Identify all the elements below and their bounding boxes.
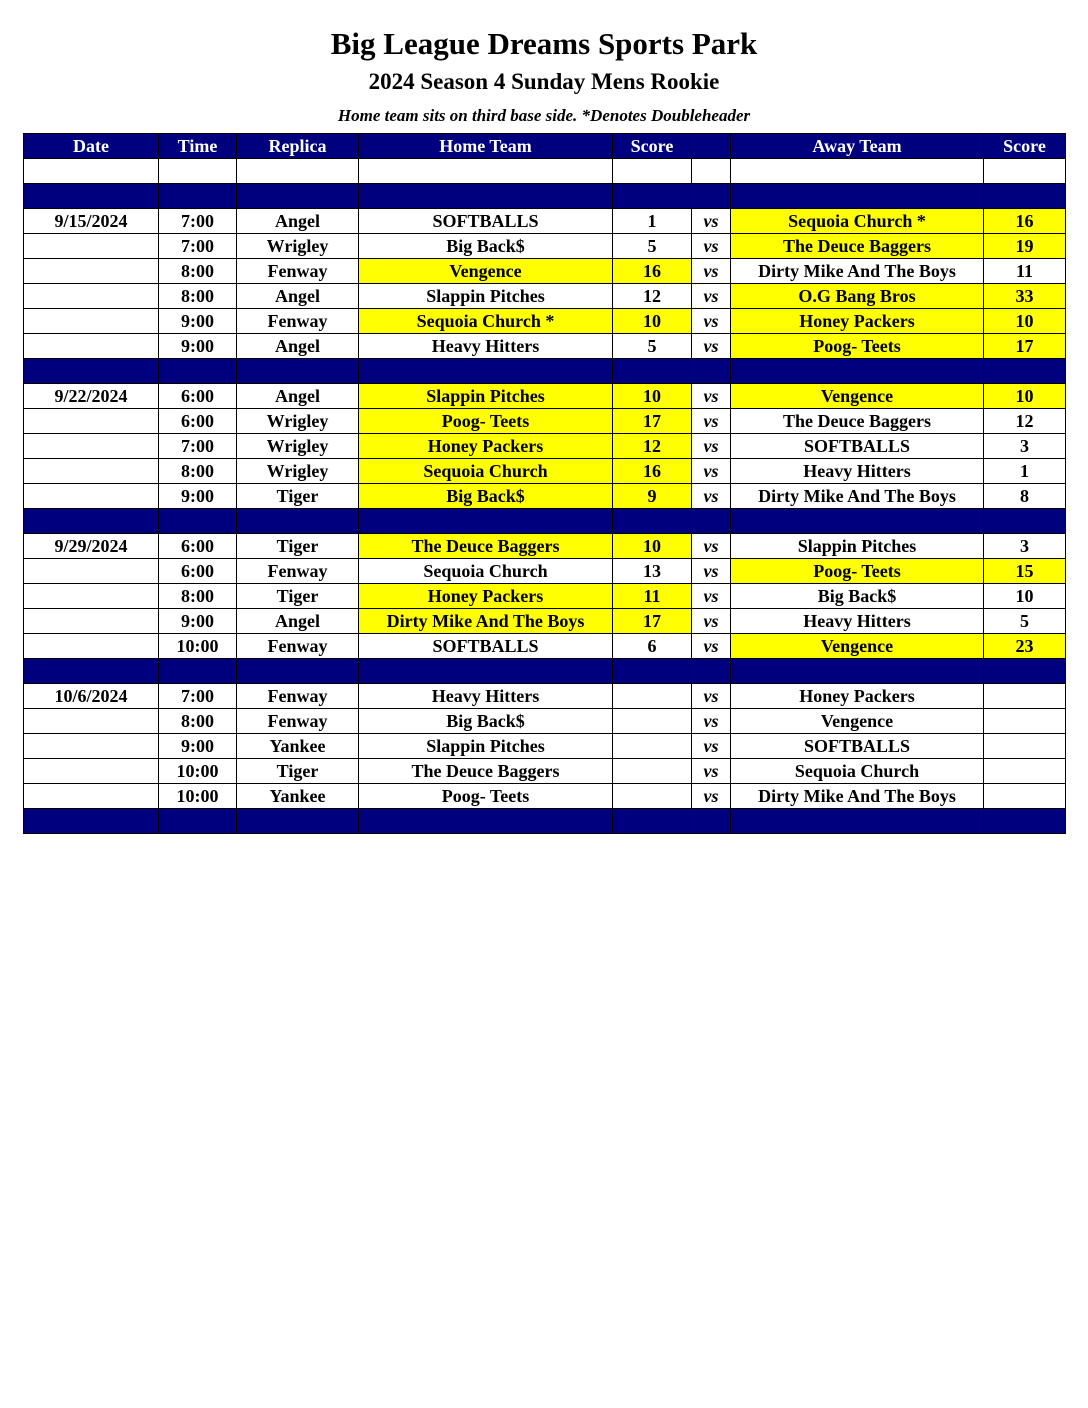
cell-away-team: Dirty Mike And The Boys (731, 484, 984, 509)
cell-time (159, 509, 237, 534)
cell-home-team: Honey Packers (359, 434, 613, 459)
cell-replica: Yankee (237, 784, 359, 809)
cell-away-score: 33 (984, 284, 1066, 309)
cell-away-score: 19 (984, 234, 1066, 259)
cell-time: 8:00 (159, 459, 237, 484)
cell-away-score: 10 (984, 584, 1066, 609)
cell-away-team: The Deuce Baggers (731, 234, 984, 259)
cell-home-score: 10 (613, 309, 692, 334)
cell-time: 10:00 (159, 759, 237, 784)
col-header-home-score: Score (613, 134, 692, 159)
cell-replica: Tiger (237, 584, 359, 609)
cell-time: 7:00 (159, 434, 237, 459)
cell-time (159, 359, 237, 384)
cell-home-team: Poog- Teets (359, 784, 613, 809)
cell-vs: vs (692, 409, 731, 434)
cell-replica: Wrigley (237, 459, 359, 484)
cell-home-team (359, 184, 613, 209)
cell-home-team: The Deuce Baggers (359, 534, 613, 559)
cell-home-score: 11 (613, 584, 692, 609)
cell-date: 9/29/2024 (24, 534, 159, 559)
cell-away-team: Vengence (731, 709, 984, 734)
cell-home-team: Slappin Pitches (359, 734, 613, 759)
table-row (24, 684, 1066, 709)
cell-date (24, 434, 159, 459)
cell-date (24, 334, 159, 359)
cell-away-score: 11 (984, 259, 1066, 284)
cell-home-score: 16 (613, 259, 692, 284)
cell-away-score (984, 684, 1066, 709)
cell-date (24, 159, 159, 184)
cell-replica (237, 809, 359, 834)
week-divider-row (24, 509, 1066, 534)
cell-home-score (613, 734, 692, 759)
cell-time: 9:00 (159, 334, 237, 359)
cell-home-score (613, 359, 692, 384)
cell-away-team: Sequoia Church * (731, 209, 984, 234)
cell-date (24, 509, 159, 534)
cell-away-team (731, 509, 984, 534)
cell-home-score: 1 (613, 209, 692, 234)
cell-away-score (984, 184, 1066, 209)
table-row (24, 434, 1066, 459)
cell-vs: vs (692, 734, 731, 759)
cell-home-team: Vengence (359, 259, 613, 284)
col-header-away-score: Score (984, 134, 1066, 159)
cell-away-team: Vengence (731, 634, 984, 659)
cell-date (24, 784, 159, 809)
cell-home-score: 5 (613, 334, 692, 359)
cell-replica: Angel (237, 609, 359, 634)
col-header-away-team: Away Team (731, 134, 984, 159)
cell-away-team: Dirty Mike And The Boys (731, 784, 984, 809)
cell-replica: Fenway (237, 634, 359, 659)
page-title: Big League Dreams Sports Park (330, 26, 758, 61)
cell-home-team: Dirty Mike And The Boys (359, 609, 613, 634)
cell-replica: Angel (237, 334, 359, 359)
cell-time: 7:00 (159, 234, 237, 259)
cell-replica: Angel (237, 209, 359, 234)
cell-time: 9:00 (159, 734, 237, 759)
cell-away-score: 12 (984, 409, 1066, 434)
cell-replica: Tiger (237, 759, 359, 784)
cell-date: 9/22/2024 (24, 384, 159, 409)
cell-home-team (359, 359, 613, 384)
cell-replica: Tiger (237, 484, 359, 509)
week-divider-row (24, 184, 1066, 209)
cell-away-team: Big Back$ (731, 584, 984, 609)
cell-vs: vs (692, 309, 731, 334)
cell-home-score (613, 159, 692, 184)
cell-home-score: 6 (613, 634, 692, 659)
cell-date (24, 809, 159, 834)
cell-away-team (731, 359, 984, 384)
cell-home-score (613, 184, 692, 209)
table-row (24, 709, 1066, 734)
cell-home-score: 9 (613, 484, 692, 509)
cell-home-team (359, 159, 613, 184)
cell-date (24, 634, 159, 659)
cell-home-score: 17 (613, 609, 692, 634)
cell-home-team: SOFTBALLS (359, 209, 613, 234)
cell-away-score (984, 159, 1066, 184)
cell-time (159, 809, 237, 834)
cell-time: 7:00 (159, 684, 237, 709)
cell-vs: vs (692, 484, 731, 509)
cell-home-score (613, 784, 692, 809)
cell-replica: Wrigley (237, 234, 359, 259)
cell-away-score (984, 809, 1066, 834)
cell-away-team (731, 184, 984, 209)
cell-vs: vs (692, 784, 731, 809)
cell-home-team: Slappin Pitches (359, 384, 613, 409)
cell-home-score: 16 (613, 459, 692, 484)
cell-away-score (984, 784, 1066, 809)
cell-date: 9/15/2024 (24, 209, 159, 234)
cell-date (24, 484, 159, 509)
cell-date (24, 709, 159, 734)
cell-time: 6:00 (159, 384, 237, 409)
cell-date (24, 234, 159, 259)
table-row (24, 784, 1066, 809)
cell-away-score (984, 509, 1066, 534)
cell-away-team: Poog- Teets (731, 334, 984, 359)
cell-replica (237, 359, 359, 384)
cell-home-team: Big Back$ (359, 234, 613, 259)
cell-home-team (359, 509, 613, 534)
cell-date (24, 284, 159, 309)
cell-vs: vs (692, 459, 731, 484)
cell-vs: vs (692, 684, 731, 709)
cell-home-score: 12 (613, 434, 692, 459)
table-row (24, 634, 1066, 659)
cell-home-team: Heavy Hitters (359, 334, 613, 359)
cell-home-score: 12 (613, 284, 692, 309)
cell-away-team: Honey Packers (731, 684, 984, 709)
cell-home-team: Big Back$ (359, 709, 613, 734)
cell-time: 6:00 (159, 559, 237, 584)
table-row (24, 409, 1066, 434)
cell-time: 9:00 (159, 609, 237, 634)
cell-away-team: O.G Bang Bros (731, 284, 984, 309)
cell-replica (237, 509, 359, 534)
cell-away-score: 8 (984, 484, 1066, 509)
col-header-time: Time (159, 134, 237, 159)
cell-away-score (984, 759, 1066, 784)
cell-away-team (731, 159, 984, 184)
cell-time (159, 659, 237, 684)
week-divider-row (24, 659, 1066, 684)
table-row (24, 259, 1066, 284)
week-divider-row (24, 809, 1066, 834)
cell-time (159, 159, 237, 184)
cell-date (24, 734, 159, 759)
cell-away-score: 1 (984, 459, 1066, 484)
cell-date (24, 584, 159, 609)
col-header-vs (692, 134, 731, 159)
cell-home-score: 10 (613, 384, 692, 409)
cell-date (24, 409, 159, 434)
table-row (24, 584, 1066, 609)
cell-home-score (613, 809, 692, 834)
cell-away-team: SOFTBALLS (731, 734, 984, 759)
cell-home-team: Big Back$ (359, 484, 613, 509)
cell-replica: Fenway (237, 709, 359, 734)
cell-home-score: 10 (613, 534, 692, 559)
cell-date (24, 309, 159, 334)
table-row (24, 459, 1066, 484)
cell-home-team (359, 659, 613, 684)
cell-home-score (613, 709, 692, 734)
cell-away-score (984, 734, 1066, 759)
cell-vs: vs (692, 209, 731, 234)
col-header-replica: Replica (237, 134, 359, 159)
cell-away-score (984, 359, 1066, 384)
col-header-home-team: Home Team (359, 134, 613, 159)
col-header-date: Date (24, 134, 159, 159)
cell-date (24, 759, 159, 784)
cell-home-score (613, 509, 692, 534)
cell-vs: vs (692, 634, 731, 659)
cell-away-score (984, 709, 1066, 734)
cell-away-team: Poog- Teets (731, 559, 984, 584)
cell-date (24, 659, 159, 684)
cell-home-team: SOFTBALLS (359, 634, 613, 659)
cell-replica (237, 159, 359, 184)
cell-away-team: SOFTBALLS (731, 434, 984, 459)
cell-vs (692, 184, 731, 209)
cell-replica: Yankee (237, 734, 359, 759)
table-row (24, 234, 1066, 259)
cell-away-score: 5 (984, 609, 1066, 634)
cell-replica: Wrigley (237, 434, 359, 459)
cell-vs: vs (692, 334, 731, 359)
schedule-body (24, 159, 1066, 834)
blank-row (24, 159, 1066, 184)
table-row (24, 534, 1066, 559)
table-row (24, 384, 1066, 409)
cell-away-score: 3 (984, 434, 1066, 459)
cell-replica: Tiger (237, 534, 359, 559)
cell-date (24, 459, 159, 484)
cell-away-team: Vengence (731, 384, 984, 409)
cell-replica: Angel (237, 384, 359, 409)
cell-replica (237, 659, 359, 684)
cell-home-score (613, 659, 692, 684)
page-subtitle: 2024 Season 4 Sunday Mens Rookie (368, 69, 720, 94)
week-divider-row (24, 359, 1066, 384)
cell-time: 10:00 (159, 634, 237, 659)
table-row (24, 209, 1066, 234)
cell-time: 8:00 (159, 259, 237, 284)
cell-away-score: 17 (984, 334, 1066, 359)
cell-time (159, 184, 237, 209)
cell-vs: vs (692, 284, 731, 309)
cell-vs (692, 159, 731, 184)
cell-vs: vs (692, 259, 731, 284)
cell-away-score (984, 659, 1066, 684)
cell-date (24, 184, 159, 209)
table-row (24, 609, 1066, 634)
cell-away-team: Sequoia Church (731, 759, 984, 784)
cell-vs: vs (692, 759, 731, 784)
cell-time: 8:00 (159, 584, 237, 609)
cell-home-team: Honey Packers (359, 584, 613, 609)
cell-vs (692, 809, 731, 834)
cell-vs (692, 659, 731, 684)
cell-vs: vs (692, 384, 731, 409)
cell-replica: Wrigley (237, 409, 359, 434)
cell-vs: vs (692, 609, 731, 634)
cell-replica: Fenway (237, 259, 359, 284)
table-row (24, 734, 1066, 759)
cell-time: 10:00 (159, 784, 237, 809)
cell-home-score (613, 759, 692, 784)
cell-away-score: 10 (984, 309, 1066, 334)
cell-vs: vs (692, 534, 731, 559)
cell-date (24, 359, 159, 384)
cell-away-team: Heavy Hitters (731, 459, 984, 484)
table-row (24, 559, 1066, 584)
cell-replica: Fenway (237, 559, 359, 584)
cell-vs: vs (692, 234, 731, 259)
cell-away-team: Honey Packers (731, 309, 984, 334)
schedule-table (23, 133, 1066, 834)
cell-away-team: Slappin Pitches (731, 534, 984, 559)
cell-vs (692, 359, 731, 384)
table-row (24, 284, 1066, 309)
cell-time: 6:00 (159, 409, 237, 434)
table-row (24, 334, 1066, 359)
cell-home-score: 17 (613, 409, 692, 434)
cell-away-team: The Deuce Baggers (731, 409, 984, 434)
cell-away-team: Dirty Mike And The Boys (731, 259, 984, 284)
cell-away-team (731, 809, 984, 834)
cell-replica: Fenway (237, 309, 359, 334)
cell-home-team: Heavy Hitters (359, 684, 613, 709)
cell-away-score: 16 (984, 209, 1066, 234)
cell-date (24, 559, 159, 584)
cell-away-team (731, 659, 984, 684)
cell-replica (237, 184, 359, 209)
cell-home-team: Sequoia Church * (359, 309, 613, 334)
cell-away-score: 15 (984, 559, 1066, 584)
page-note: Home team sits on third base side. *Denotes Doubleheader (337, 106, 751, 125)
table-row (24, 484, 1066, 509)
cell-home-team: Sequoia Church (359, 459, 613, 484)
cell-date (24, 609, 159, 634)
cell-time: 6:00 (159, 534, 237, 559)
cell-vs: vs (692, 709, 731, 734)
cell-vs: vs (692, 584, 731, 609)
cell-time: 9:00 (159, 484, 237, 509)
cell-home-team: Slappin Pitches (359, 284, 613, 309)
cell-time: 8:00 (159, 709, 237, 734)
table-row (24, 759, 1066, 784)
cell-vs: vs (692, 434, 731, 459)
cell-away-score: 23 (984, 634, 1066, 659)
cell-home-score: 5 (613, 234, 692, 259)
cell-date: 10/6/2024 (24, 684, 159, 709)
table-row (24, 309, 1066, 334)
cell-replica: Fenway (237, 684, 359, 709)
cell-vs: vs (692, 559, 731, 584)
cell-home-team: Sequoia Church (359, 559, 613, 584)
cell-home-team: The Deuce Baggers (359, 759, 613, 784)
header-row (24, 134, 1066, 159)
cell-home-team: Poog- Teets (359, 409, 613, 434)
cell-time: 8:00 (159, 284, 237, 309)
cell-away-score: 10 (984, 384, 1066, 409)
cell-home-score (613, 684, 692, 709)
cell-time: 9:00 (159, 309, 237, 334)
cell-home-score: 13 (613, 559, 692, 584)
cell-home-team (359, 809, 613, 834)
cell-date (24, 259, 159, 284)
cell-away-score: 3 (984, 534, 1066, 559)
cell-time: 7:00 (159, 209, 237, 234)
cell-away-team: Heavy Hitters (731, 609, 984, 634)
cell-vs (692, 509, 731, 534)
cell-replica: Angel (237, 284, 359, 309)
